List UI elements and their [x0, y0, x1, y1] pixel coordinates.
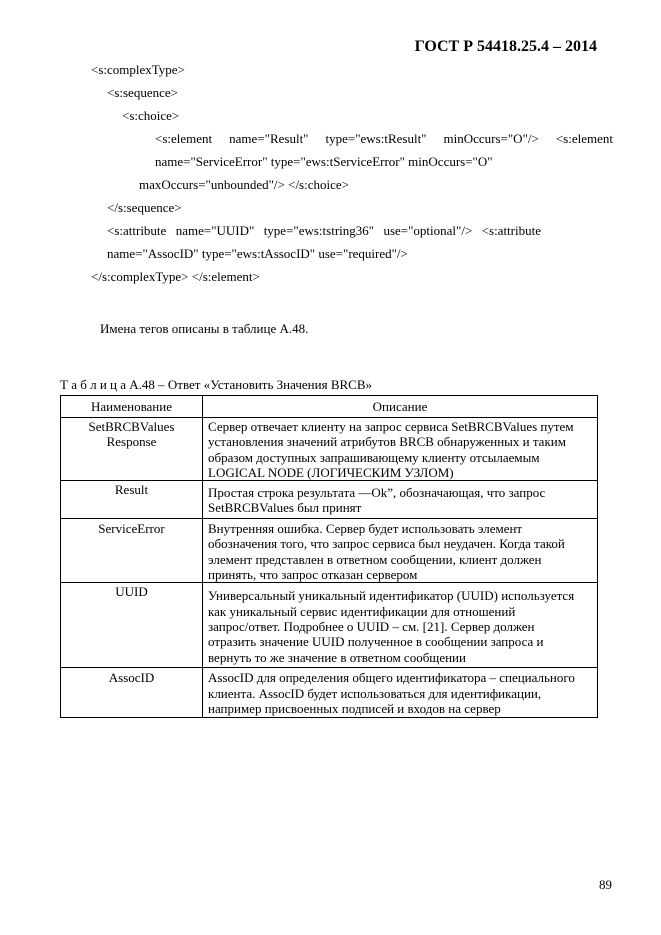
description-line: Внутренняя ошибка. Сервер будет использовать элемент [208, 521, 523, 537]
table-row [61, 583, 598, 668]
element-name-line: Result [114, 482, 149, 498]
table-row [61, 481, 598, 519]
page-number: 89 [599, 877, 612, 892]
code-line: maxOccurs="unbounded"/> </s:choice> [139, 177, 349, 192]
code-line: <s:choice> [122, 108, 180, 123]
description-line: Универсальный уникальный идентификатор (UUID) используется [208, 588, 575, 604]
code-line: <s:sequence> [107, 85, 178, 100]
element-name-line: AssocID [108, 670, 155, 686]
table-row [61, 519, 598, 583]
element-name-line: SetBRCBValues [88, 419, 175, 434]
table-caption: Т а б л и ц а А.48 – Ответ «Установить Значения BRCB» [60, 377, 373, 392]
description-line: например присвоенных подписей и входов на сервер [208, 700, 501, 716]
element-description-cell [203, 519, 598, 583]
body-paragraph: Имена тегов описаны в таблице А.48. [100, 321, 309, 336]
element-name-line: ServiceError [98, 521, 165, 537]
description-line: вернуть то же значение в ответном сообщении [208, 649, 466, 665]
element-name-cell [61, 519, 203, 583]
description-line: SetBRCBValues был принят [208, 500, 362, 516]
table-row [61, 418, 598, 481]
tag-description-table [60, 395, 598, 718]
code-line: <s:attribute name="UUID" type="ews:tstring36" use="optional"/> <s:attribute [107, 223, 541, 238]
element-name-line: UUID [115, 584, 148, 600]
element-name-cell [61, 668, 203, 718]
description-line: принять, что запрос отказан сервером [208, 567, 418, 583]
code-line: </s:complexType> </s:element> [91, 269, 260, 284]
standard-number-header: ГОСТ Р 54418.25.4 – 2014 [414, 38, 597, 55]
element-description-cell [203, 668, 598, 718]
description-line: клиента. AssocID будет использоваться для идентификации, [208, 685, 542, 701]
description-line: отразить значение UUID полученное в сообщении запроса и [208, 634, 544, 650]
table-header-row [61, 396, 598, 418]
description-line: установления значений атрибутов BRCB обнаруженных и таким [208, 434, 566, 450]
description-line: как уникальный сервис идентификации для отношений [208, 603, 516, 619]
description-line: Сервер отвечает клиенту на запрос сервиса SetBRCBValues путем [208, 419, 574, 434]
table-row [61, 668, 598, 718]
element-name-cell [61, 481, 203, 519]
element-name-cell [61, 583, 203, 668]
column-header-description: Описание [203, 396, 598, 418]
element-description-cell [203, 418, 598, 481]
code-line: <s:element name="Result" type="ews:tResult" minOccurs="O"/> <s:element [155, 131, 613, 146]
description-line: AssocID для определения общего идентификатора – специального [208, 670, 575, 686]
description-line: элемент представлен в ответном сообщении, клиент должен [208, 551, 542, 567]
code-line: name="AssocID" type="ews:tAssocID" use="required"/> [107, 246, 408, 261]
column-header-name: Наименование [61, 396, 203, 418]
element-description-cell [203, 481, 598, 519]
description-line: запрос/ответ. Подробнее о UUID – см. [21]. Сервер должен [208, 618, 535, 634]
description-line: образом доступных запрашивающему клиенту отсылаемым [208, 449, 540, 465]
description-line: обозначения того, что запрос сервиса был неудачен. Когда такой [208, 536, 565, 552]
code-line: <s:complexType> [91, 62, 185, 77]
xml-code-block [0, 58, 661, 288]
element-name-cell [61, 418, 203, 481]
element-name-line: Response [106, 434, 157, 450]
element-description-cell [203, 583, 598, 668]
code-line: name="ServiceError" type="ews:tServiceError" minOccurs="O" [155, 154, 493, 169]
description-line: Простая строка результата ―Ok”, обозначающая, что запрос [208, 485, 546, 501]
code-line: </s:sequence> [107, 200, 182, 215]
description-line: LOGICAL NODE (ЛОГИЧЕСКИМ УЗЛОМ) [208, 464, 454, 480]
